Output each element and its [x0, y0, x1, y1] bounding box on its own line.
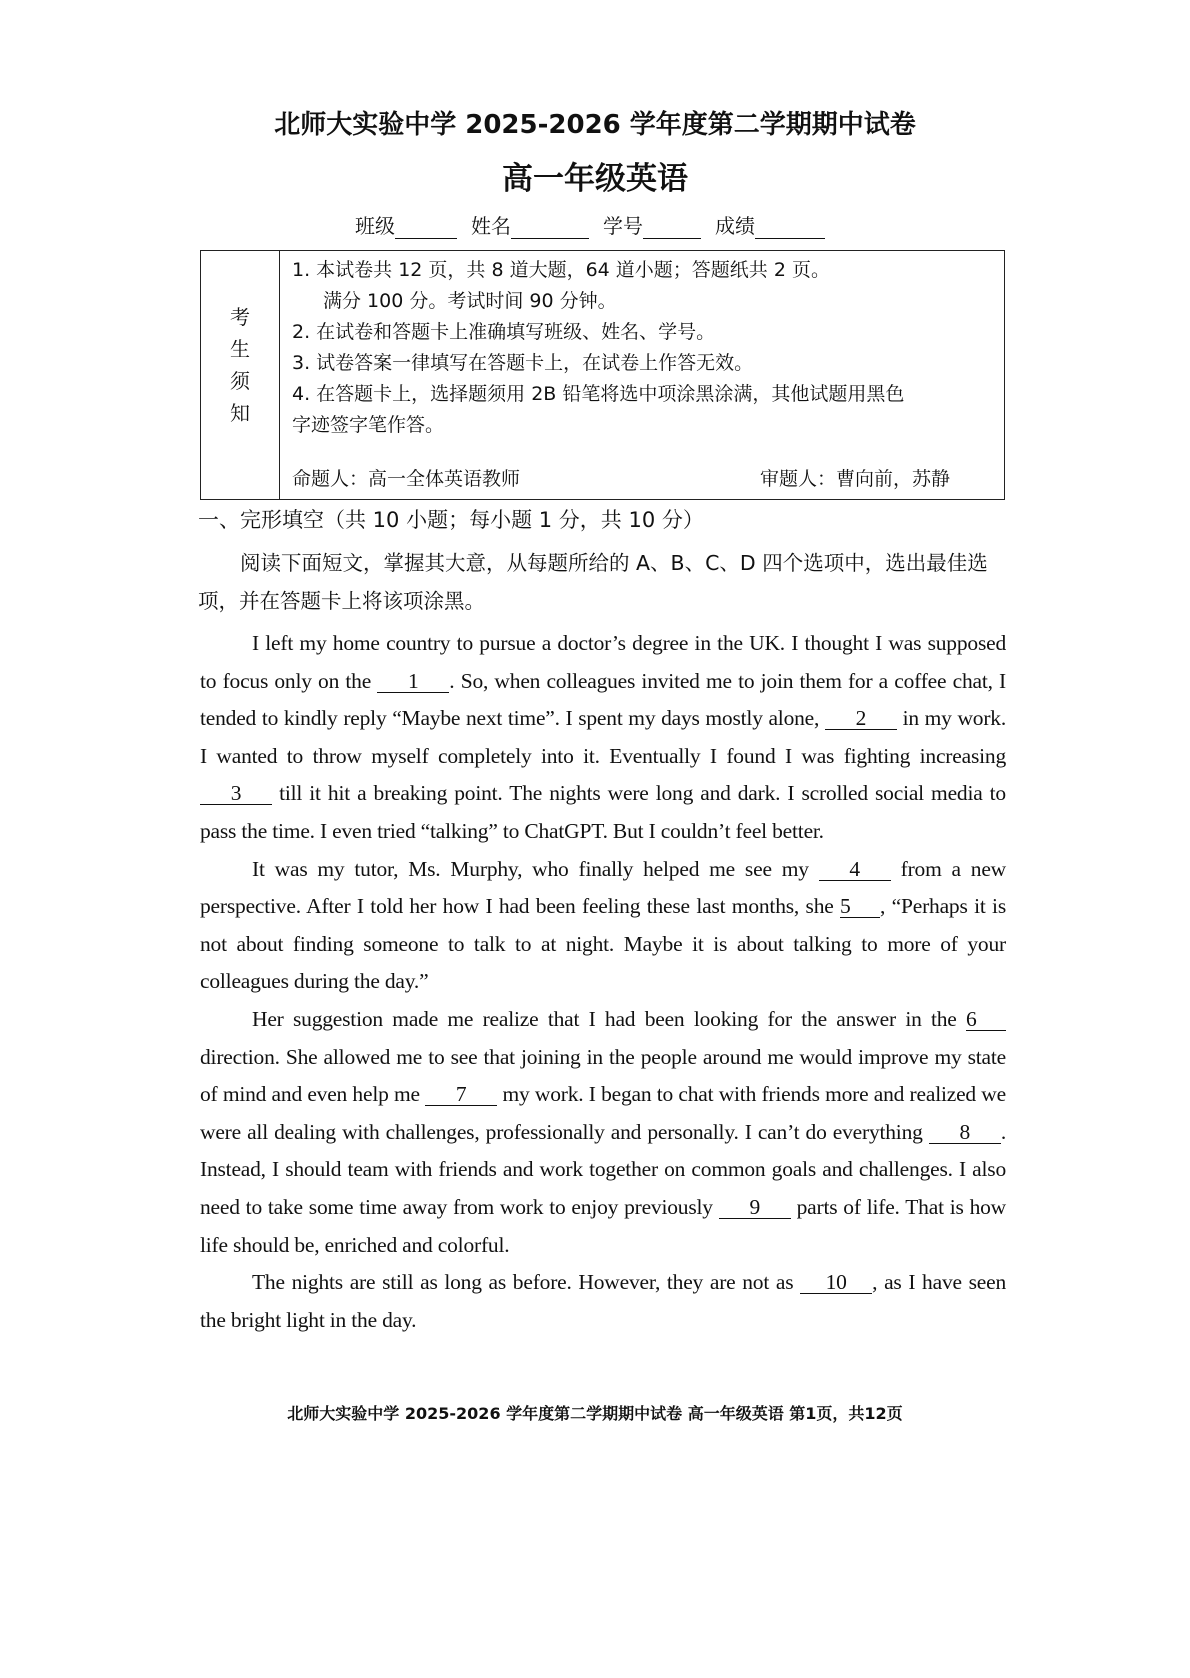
student-id-label: 学号: [603, 214, 643, 238]
class-field[interactable]: [355, 210, 457, 239]
text: in my work. I wanted to throw myself completely into it. Eventually I found I was fighting increasing: [200, 706, 1007, 768]
cloze-passage: [200, 625, 1006, 1339]
text: . So, when colleagues invited me to join them for a coffee chat, I tended to kindly reply “Maybe next time”. I spent my days mostly alone,: [200, 668, 1006, 731]
notice-body: [280, 251, 1004, 499]
name-label: 姓名: [471, 214, 511, 238]
section-instructions: 阅读下面短文，掌握其大意，从每题所给的 A、B、C、D 四个选项中，选出最佳选项，并在答题卡上将该项涂黑。: [198, 551, 988, 613]
student-id-field[interactable]: [603, 210, 701, 239]
notice-item-3: 3. 试卷答案一律填写在答题卡上，在试卷上作答无效。: [292, 352, 754, 374]
score-blank[interactable]: [755, 220, 825, 239]
notice-item-1: 1. 本试卷共 12 页，共 8 道大题，64 道小题；答题纸共 2 页。: [292, 259, 830, 281]
blank-2: 2: [825, 707, 897, 730]
blank-7: 7: [425, 1083, 497, 1106]
author-label: 命题人：高一全体英语教师: [292, 468, 521, 490]
text: The nights are still as long as before. However, they are not as: [252, 1270, 801, 1295]
text: . Instead, I should team with friends and work together on common goals and challenges. I also need to take some time away from work to enjoy previously: [200, 1119, 1006, 1219]
notice-item-4: 4. 在答题卡上，选择题须用 2B 铅笔将选中项涂黑涂满，其他试题用黑色: [292, 383, 905, 405]
side-char: 须: [230, 369, 250, 393]
text: parts of life. That is how life should be, enriched and colorful.: [200, 1194, 1006, 1257]
class-label: 班级: [355, 214, 395, 238]
score-field[interactable]: [715, 210, 825, 239]
text: , “Perhaps it is not about finding someone to talk to at night. Maybe it is about talking to more of your colleagues during the day.”: [200, 894, 1006, 994]
blank-8: 8: [929, 1121, 1001, 1144]
page-footer: 北师大实验中学 2025-2026 学年度第二学期期中试卷 高一年级英语 第1页，共12页: [287, 1404, 903, 1423]
student-id-blank[interactable]: [643, 220, 701, 239]
notice-item-4-cont: 字迹签字笔作答。: [292, 414, 445, 436]
side-char: 知: [230, 401, 250, 425]
reviewer-label: 审题人：曹向前，苏静: [759, 468, 950, 490]
text: from a new perspective. After I told her how I had been feeling these last months, she: [200, 856, 1006, 919]
blank-10: 10: [800, 1271, 872, 1294]
notice-item-2: 2. 在试卷和答题卡上准确填写班级、姓名、学号。: [292, 321, 716, 343]
text: Her suggestion made me realize that I had been looking for the answer in the: [252, 1006, 966, 1031]
text: till it hit a breaking point. The nights were long and dark. I scrolled social media to pass the time. I even tried “talking” to ChatGPT. But I couldn’t feel better.: [200, 781, 1006, 843]
side-char: 生: [230, 337, 250, 361]
exam-title: 北师大实验中学 2025-2026 学年度第二学期期中试卷: [274, 110, 916, 140]
name-field[interactable]: [471, 210, 589, 239]
notice-side-label: [201, 251, 280, 499]
exam-notice-box: [200, 250, 1005, 500]
text: my work. I began to chat with friends more and realized we were all dealing with challenges, professionally and personally. I can’t do everything: [200, 1082, 1006, 1144]
blank-9: 9: [719, 1196, 791, 1219]
paragraph-4: [200, 1264, 1006, 1339]
blank-3: 3: [200, 782, 272, 805]
notice-item-1-cont: 满分 100 分。考试时间 90 分钟。: [323, 290, 617, 312]
blank-1: 1: [377, 670, 449, 693]
text: , as I have seen the bright light in the day.: [200, 1270, 1006, 1332]
name-blank[interactable]: [511, 220, 589, 239]
text: It was my tutor, Ms. Murphy, who finally helped me see my: [252, 856, 819, 881]
text: direction. She allowed me to see that joining in the people around me would improve my state of mind and even help me: [200, 1044, 1006, 1107]
exam-subtitle: 高一年级英语: [502, 161, 688, 197]
paragraph-3: [200, 1001, 1006, 1264]
student-info-line: [355, 210, 825, 239]
notice-authors: [292, 464, 990, 495]
score-label: 成绩: [715, 214, 755, 238]
side-char: 考: [230, 305, 250, 329]
class-blank[interactable]: [395, 220, 457, 239]
blank-4: 4: [819, 858, 891, 881]
blank-6: 6: [966, 1008, 1006, 1031]
text: I left my home country to pursue a doctor’s degree in the UK. I thought I was supposed to focus only on the: [200, 631, 1006, 693]
section-heading: 一、完形填空（共 10 小题；每小题 1 分，共 10 分）: [198, 508, 704, 532]
blank-5: 5: [840, 895, 880, 918]
paragraph-1: [200, 625, 1006, 851]
paragraph-2: [200, 851, 1006, 1001]
